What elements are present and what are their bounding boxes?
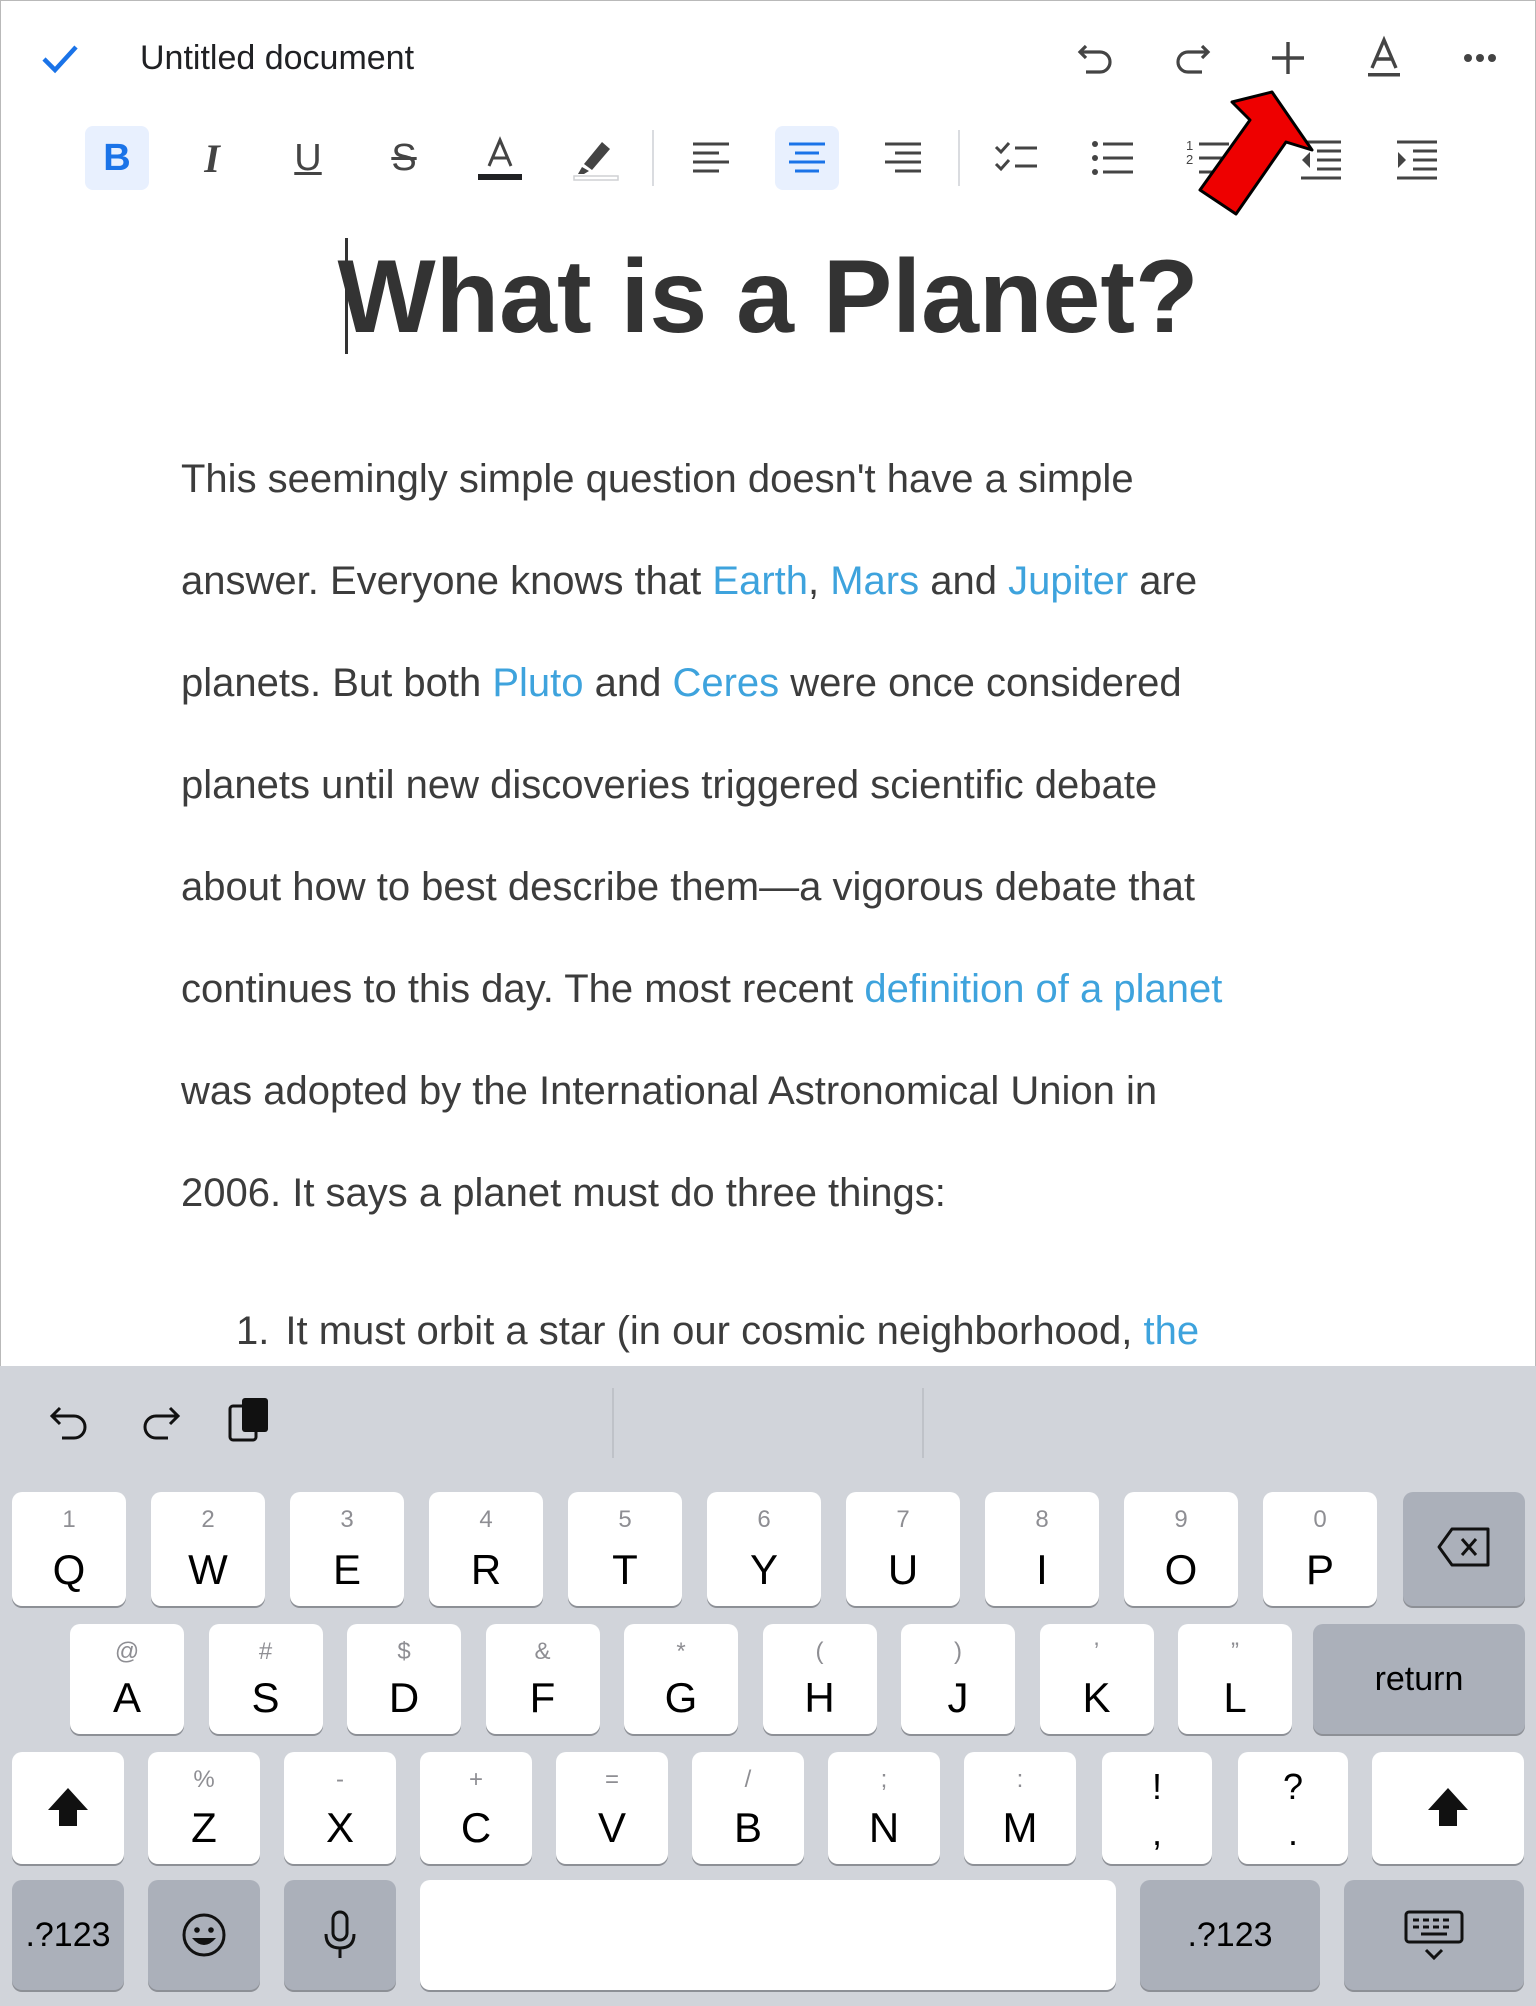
plus-icon[interactable] bbox=[1264, 34, 1312, 82]
key-secondary-label: - bbox=[336, 1766, 344, 1793]
key-label: B bbox=[733, 1804, 762, 1851]
key-secondary-label: 3 bbox=[340, 1506, 354, 1533]
key-secondary-label: 2 bbox=[201, 1506, 215, 1533]
key-d[interactable] bbox=[347, 1624, 461, 1734]
key-label: D bbox=[388, 1674, 420, 1721]
key-w[interactable] bbox=[151, 1492, 265, 1606]
key-b[interactable] bbox=[692, 1752, 804, 1864]
more-icon[interactable] bbox=[1456, 34, 1504, 82]
numbers-label: .?123 bbox=[1187, 1915, 1273, 1954]
svg-text:1: 1 bbox=[1186, 138, 1194, 153]
key-p[interactable] bbox=[1263, 1492, 1377, 1606]
key-s[interactable] bbox=[209, 1624, 323, 1734]
shift-key-left[interactable] bbox=[12, 1752, 124, 1864]
backspace-icon bbox=[1436, 1525, 1492, 1569]
period-label: . bbox=[1287, 1812, 1298, 1853]
bulleted-list-button[interactable] bbox=[1081, 126, 1145, 190]
keyboard-redo-icon[interactable] bbox=[130, 1392, 190, 1452]
the-link[interactable]: the bbox=[1143, 1309, 1200, 1353]
return-label: return bbox=[1374, 1659, 1464, 1698]
key-label: F bbox=[529, 1674, 556, 1721]
align-center-button[interactable] bbox=[775, 126, 839, 190]
key-label: Q bbox=[52, 1546, 86, 1593]
key-g[interactable] bbox=[624, 1624, 738, 1734]
align-right-icon bbox=[881, 136, 925, 180]
definition-link[interactable]: definition of a planet bbox=[864, 967, 1223, 1011]
italic-label: I bbox=[204, 135, 220, 181]
earth-link[interactable]: Earth bbox=[712, 559, 808, 603]
question-period-key[interactable] bbox=[1238, 1752, 1348, 1864]
key-label: L bbox=[1223, 1674, 1247, 1721]
key-secondary-label: ” bbox=[1231, 1638, 1239, 1665]
paragraph-line: planets until new discoveries triggered scientific debate bbox=[181, 763, 1158, 807]
checklist-icon bbox=[993, 136, 1041, 180]
key-label: M bbox=[1002, 1804, 1038, 1851]
key-label: R bbox=[470, 1546, 502, 1593]
key-k[interactable] bbox=[1040, 1624, 1154, 1734]
underline-button[interactable] bbox=[276, 126, 340, 190]
key-label: Y bbox=[749, 1546, 778, 1593]
key-label: H bbox=[804, 1674, 835, 1721]
ceres-link[interactable]: Ceres bbox=[672, 661, 780, 705]
key-secondary-label: ) bbox=[954, 1638, 962, 1665]
key-label: J bbox=[947, 1674, 969, 1721]
backspace-key[interactable] bbox=[1403, 1492, 1525, 1606]
exclamation-comma-key[interactable] bbox=[1102, 1752, 1212, 1864]
key-label: V bbox=[597, 1804, 626, 1851]
key-secondary-label: = bbox=[604, 1766, 619, 1793]
hide-keyboard-icon bbox=[1402, 1908, 1466, 1964]
key-label: S bbox=[251, 1674, 280, 1721]
key-secondary-label: & bbox=[534, 1638, 551, 1665]
align-left-button[interactable] bbox=[679, 126, 743, 190]
key-secondary-label: 6 bbox=[757, 1506, 771, 1533]
key-secondary-label: 7 bbox=[896, 1506, 910, 1533]
on-screen-keyboard bbox=[0, 1366, 1536, 2006]
mars-link[interactable]: Mars bbox=[830, 559, 920, 603]
key-label: U bbox=[887, 1546, 919, 1593]
key-secondary-label: % bbox=[193, 1766, 215, 1793]
increase-indent-icon bbox=[1393, 136, 1441, 180]
key-h[interactable] bbox=[763, 1624, 877, 1734]
text-color-button[interactable] bbox=[468, 126, 532, 190]
emoji-key[interactable] bbox=[148, 1880, 260, 1990]
key-y[interactable] bbox=[707, 1492, 821, 1606]
list-number: 1. bbox=[236, 1309, 270, 1353]
key-label: E bbox=[332, 1546, 361, 1593]
key-secondary-label: # bbox=[258, 1638, 273, 1665]
key-secondary-label: 5 bbox=[618, 1506, 632, 1533]
numbers-label: .?123 bbox=[25, 1915, 111, 1954]
paragraph-line: This seemingly simple question doesn't have a simple bbox=[181, 457, 1134, 501]
underline-label: U bbox=[294, 136, 322, 179]
bold-button[interactable] bbox=[85, 126, 149, 190]
key-label: C bbox=[460, 1804, 492, 1851]
return-key[interactable] bbox=[1313, 1624, 1525, 1734]
key-label: A bbox=[112, 1674, 141, 1721]
key-label: O bbox=[1164, 1546, 1198, 1593]
key-o[interactable] bbox=[1124, 1492, 1238, 1606]
microphone-icon bbox=[318, 1908, 362, 1962]
body-paragraph[interactable] bbox=[181, 428, 1381, 1244]
key-secondary-label: / bbox=[744, 1766, 752, 1793]
key-label: Z bbox=[191, 1804, 217, 1851]
redo-icon[interactable] bbox=[1168, 34, 1216, 82]
key-secondary-label: 8 bbox=[1035, 1506, 1049, 1533]
key-q[interactable] bbox=[12, 1492, 126, 1606]
paste-icon[interactable] bbox=[220, 1392, 280, 1452]
key-n[interactable] bbox=[828, 1752, 940, 1864]
toolbar-divider bbox=[652, 130, 654, 186]
key-secondary-label: 4 bbox=[479, 1506, 493, 1533]
bold-label: B bbox=[103, 136, 131, 179]
dictation-key[interactable] bbox=[284, 1880, 396, 1990]
red-arrow-annotation-icon bbox=[1180, 78, 1330, 228]
check-icon[interactable] bbox=[38, 36, 82, 80]
key-secondary-label: 0 bbox=[1313, 1506, 1327, 1533]
document-title[interactable]: Untitled document bbox=[140, 39, 415, 77]
paragraph-line: about how to best describe them—a vigorous debate that bbox=[181, 865, 1195, 909]
shortcut-divider bbox=[922, 1388, 924, 1458]
key-e[interactable] bbox=[290, 1492, 404, 1606]
keyboard-shortcut-bar bbox=[0, 1366, 1536, 1476]
numbers-key-right[interactable] bbox=[1140, 1880, 1320, 1990]
highlight-button[interactable] bbox=[564, 126, 628, 190]
key-label: P bbox=[1305, 1546, 1334, 1593]
key-v[interactable] bbox=[556, 1752, 668, 1864]
svg-text:2: 2 bbox=[1186, 152, 1194, 167]
text-color-icon bbox=[474, 132, 526, 184]
key-label: X bbox=[325, 1804, 354, 1851]
key-z[interactable] bbox=[148, 1752, 260, 1864]
paragraph-line: planets. But both Pluto and Ceres were once considered bbox=[181, 661, 1182, 705]
key-j[interactable] bbox=[901, 1624, 1015, 1734]
paragraph-line: 2006. It says a planet must do three things: bbox=[181, 1171, 946, 1215]
highlighter-icon bbox=[570, 132, 622, 184]
key-secondary-label: 1 bbox=[62, 1506, 76, 1533]
shift-icon bbox=[1426, 1786, 1470, 1830]
key-secondary-label: + bbox=[468, 1766, 483, 1793]
key-m[interactable] bbox=[964, 1752, 1076, 1864]
comma-label: , bbox=[1151, 1812, 1162, 1853]
key-secondary-label: 9 bbox=[1174, 1506, 1188, 1533]
key-t[interactable] bbox=[568, 1492, 682, 1606]
key-label: K bbox=[1082, 1674, 1111, 1721]
key-secondary-label: ( bbox=[815, 1638, 824, 1665]
question-label: ? bbox=[1282, 1766, 1304, 1807]
key-secondary-label: $ bbox=[397, 1638, 411, 1665]
exclamation-label: ! bbox=[1151, 1766, 1162, 1807]
key-r[interactable] bbox=[429, 1492, 543, 1606]
key-secondary-label: ; bbox=[880, 1766, 888, 1793]
paragraph-line: answer. Everyone knows that Earth, Mars and Jupiter are bbox=[181, 559, 1198, 603]
key-secondary-label: @ bbox=[114, 1638, 140, 1665]
key-secondary-label: ’ bbox=[1093, 1638, 1100, 1665]
shift-icon bbox=[46, 1786, 90, 1830]
checklist-button[interactable] bbox=[985, 126, 1049, 190]
key-c[interactable] bbox=[420, 1752, 532, 1864]
emoji-icon bbox=[180, 1911, 228, 1959]
list-item[interactable] bbox=[236, 1306, 1199, 1356]
key-secondary-label: : bbox=[1016, 1766, 1024, 1793]
numbers-key-left[interactable] bbox=[12, 1880, 124, 1990]
pluto-link[interactable]: Pluto bbox=[492, 661, 584, 705]
align-center-icon bbox=[785, 136, 829, 180]
key-f[interactable] bbox=[486, 1624, 600, 1734]
paragraph-line: continues to this day. The most recent definition of a planet bbox=[181, 967, 1223, 1011]
hide-keyboard-key[interactable] bbox=[1344, 1880, 1524, 1990]
key-label: I bbox=[1036, 1546, 1048, 1593]
text-format-icon[interactable] bbox=[1360, 34, 1408, 82]
italic-button[interactable] bbox=[180, 126, 244, 190]
paragraph-line: was adopted by the International Astronomical Union in bbox=[181, 1069, 1158, 1113]
align-right-button[interactable] bbox=[871, 126, 935, 190]
bulleted-list-icon bbox=[1089, 136, 1137, 180]
list-text: It must orbit a star (in our cosmic neighborhood, bbox=[285, 1309, 1144, 1353]
key-u[interactable] bbox=[846, 1492, 960, 1606]
strikethrough-label: S bbox=[391, 136, 417, 179]
keyboard-undo-icon[interactable] bbox=[40, 1392, 100, 1452]
shortcut-divider bbox=[612, 1388, 614, 1458]
undo-icon[interactable] bbox=[1072, 34, 1120, 82]
jupiter-link[interactable]: Jupiter bbox=[1008, 559, 1129, 603]
key-label: N bbox=[868, 1804, 900, 1851]
key-secondary-label: * bbox=[676, 1638, 686, 1665]
align-left-icon bbox=[689, 136, 733, 180]
key-l[interactable] bbox=[1178, 1624, 1292, 1734]
key-i[interactable] bbox=[985, 1492, 1099, 1606]
key-x[interactable] bbox=[284, 1752, 396, 1864]
space-key[interactable] bbox=[420, 1880, 1116, 1990]
key-a[interactable] bbox=[70, 1624, 184, 1734]
strikethrough-button[interactable] bbox=[372, 126, 436, 190]
shift-key-right[interactable] bbox=[1372, 1752, 1524, 1864]
key-label: T bbox=[612, 1546, 638, 1593]
key-label: W bbox=[188, 1546, 228, 1593]
toolbar-divider bbox=[958, 130, 960, 186]
key-label: G bbox=[664, 1674, 698, 1721]
document-heading[interactable]: What is a Planet? bbox=[337, 239, 1199, 355]
increase-indent-button[interactable] bbox=[1385, 126, 1449, 190]
